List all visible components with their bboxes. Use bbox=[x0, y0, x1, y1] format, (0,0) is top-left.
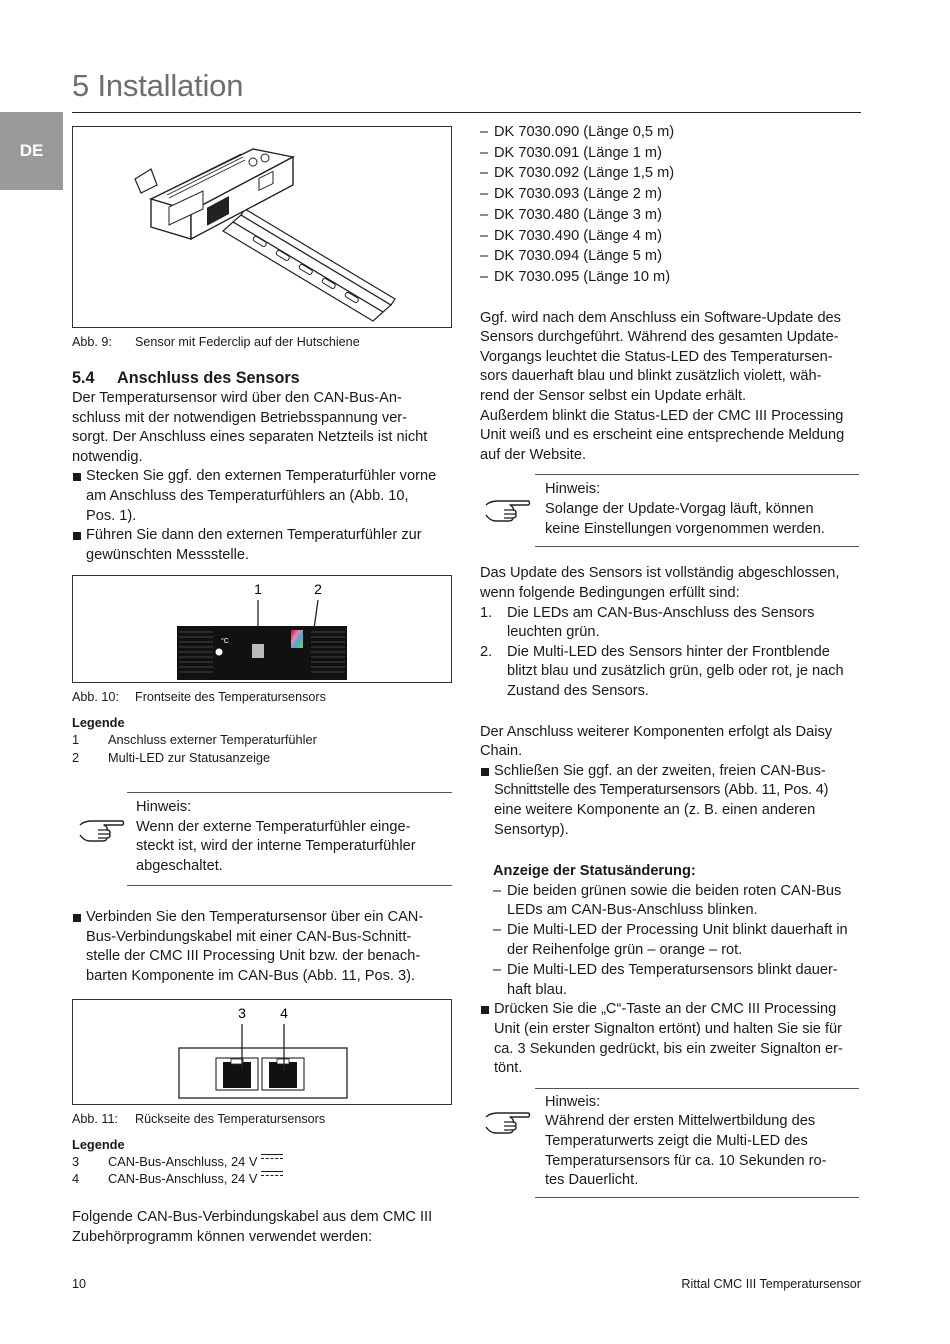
note-body bbox=[545, 480, 859, 539]
text-line: Die Multi-LED des Temperatursensors blinkt dauer- bbox=[507, 961, 838, 978]
text-line: Sensortyp). bbox=[494, 821, 569, 838]
text-line: Temperatursensors für ca. 10 Sekunden ro- bbox=[545, 1152, 827, 1169]
bullet-item bbox=[480, 762, 861, 840]
note-bottom-rule bbox=[127, 885, 452, 886]
cable-list bbox=[480, 122, 861, 288]
section-intro bbox=[72, 389, 452, 467]
cable-item: DK 7030.091 (Länge 1 m) bbox=[494, 144, 662, 161]
status-heading: Anzeige der Statusänderung: bbox=[493, 863, 696, 880]
text-line: keine Einstellungen vorgenommen werden. bbox=[545, 520, 825, 537]
list-item bbox=[480, 604, 861, 643]
list-number: 2. bbox=[480, 643, 493, 660]
left-column bbox=[72, 126, 452, 1248]
bullet-square-icon bbox=[72, 526, 86, 565]
list-item bbox=[480, 643, 861, 702]
cable-item: DK 7030.480 (Länge 3 m) bbox=[494, 206, 662, 223]
cable-item: DK 7030.490 (Länge 4 m) bbox=[494, 227, 662, 244]
text-line: Führen Sie dann den externen Temperaturfühler zur bbox=[86, 527, 422, 544]
text-line: leuchten grün. bbox=[507, 624, 600, 641]
text-line: der Reihenfolge grün – orange – rot. bbox=[507, 942, 743, 959]
text-line: Drücken Sie die „C“-Taste an der CMC III Processing bbox=[494, 1001, 837, 1018]
figure-11-caption bbox=[72, 1111, 452, 1127]
text-line: barten Komponente im CAN-Bus (Abb. 11, Pos. 3). bbox=[86, 967, 416, 984]
text-line: Zustand des Sensors. bbox=[507, 682, 649, 699]
update-complete-paragraph bbox=[480, 564, 861, 603]
text-line: notwendig. bbox=[72, 448, 143, 465]
text-line: Die Multi-LED des Sensors hinter der Frontblende bbox=[507, 643, 830, 660]
status-list bbox=[480, 882, 861, 1001]
text-line: tes Dauerlicht. bbox=[545, 1172, 639, 1189]
list-item: – DK 7030.480 (Länge 3 m) bbox=[480, 205, 861, 226]
bullet-square-icon bbox=[72, 467, 86, 526]
text-line: Wenn der externe Temperaturfühler einge- bbox=[136, 818, 411, 835]
text-line: steckt ist, wird der interne Temperaturfühler bbox=[136, 838, 416, 855]
dc-voltage-icon bbox=[261, 1153, 283, 1161]
cable-item: DK 7030.094 (Länge 5 m) bbox=[494, 248, 662, 265]
text-line: Schnittstelle des Temperatursensors (Abb. 11, Pos. 4) bbox=[494, 782, 829, 799]
section-heading bbox=[72, 369, 452, 388]
text-line: ca. 3 Sekunden gedrückt, bis ein zweiter Signalton er- bbox=[494, 1040, 843, 1057]
text-line: sorgt. Der Anschluss eines separaten Netzteils ist nicht bbox=[72, 429, 428, 446]
text-line: stelle der CMC III Processing Unit bzw. der benach- bbox=[86, 948, 421, 965]
legend-text: Anschluss externer Temperaturfühler bbox=[108, 732, 317, 748]
legend-row bbox=[72, 731, 452, 748]
bullet-item bbox=[72, 526, 452, 565]
document-title: Rittal CMC III Temperatursensor bbox=[681, 1277, 861, 1291]
text-line: haft blau. bbox=[507, 981, 568, 998]
legend-text: Multi-LED zur Statusanzeige bbox=[108, 749, 271, 765]
text-line: Sensors durchgeführt. Während des gesamten Update- bbox=[480, 329, 839, 346]
note-1 bbox=[72, 792, 452, 896]
text-line: Stecken Sie ggf. den externen Temperaturfühler vorne bbox=[86, 468, 437, 485]
text-line: eine weitere Komponente an (z. B. einen anderen bbox=[494, 801, 816, 818]
legend-number: 4 bbox=[72, 1170, 80, 1186]
page-number: 10 bbox=[72, 1277, 87, 1291]
figure-9-box bbox=[72, 126, 452, 328]
update-paragraph bbox=[480, 309, 861, 466]
figure-11-number: Abb. 11: bbox=[72, 1111, 118, 1126]
text-line: Die beiden grünen sowie die beiden roten CAN-Bus bbox=[507, 882, 842, 899]
sensor-on-din-rail-illustration bbox=[73, 127, 451, 327]
section-title: Anschluss des Sensors bbox=[117, 369, 300, 387]
sensor-front-illustration bbox=[73, 576, 451, 682]
text-line: auf der Website. bbox=[480, 446, 586, 463]
list-item: – DK 7030.094 (Länge 5 m) bbox=[480, 246, 861, 267]
chapter-title: 5 Installation bbox=[72, 68, 244, 103]
list-number: 1. bbox=[480, 604, 493, 621]
text-line: Bus-Verbindungskabel mit einer CAN-Bus-Schnitt- bbox=[86, 928, 412, 945]
note-label: Hinweis: bbox=[545, 1093, 601, 1110]
text-line: Chain. bbox=[480, 743, 523, 760]
bullet-square-icon bbox=[480, 1000, 494, 1078]
note-bottom-rule bbox=[535, 546, 859, 547]
figure-11-caption-text: Rückseite des Temperatursensors bbox=[135, 1111, 326, 1126]
cables-intro bbox=[72, 1208, 452, 1247]
text-line: tönt. bbox=[494, 1060, 523, 1077]
list-item: – DK 7030.091 (Länge 1 m) bbox=[480, 143, 861, 164]
dc-voltage-icon bbox=[261, 1170, 283, 1178]
connector-icon bbox=[252, 644, 264, 658]
text-line: Während der ersten Mittelwertbildung des bbox=[545, 1113, 816, 1130]
text-line: wenn folgende Bedingungen erfüllt sind: bbox=[480, 584, 740, 601]
legend-text: CAN-Bus-Anschluss, 24 V bbox=[108, 1170, 258, 1186]
cable-item: DK 7030.093 (Länge 2 m) bbox=[494, 186, 662, 203]
note-top-rule bbox=[535, 474, 859, 475]
text-line: Das Update des Sensors ist vollständig abgeschlossen, bbox=[480, 565, 840, 582]
list-item: – DK 7030.490 (Länge 4 m) bbox=[480, 226, 861, 247]
text-line: Der Anschluss weiterer Komponenten erfolgt als Daisy bbox=[480, 723, 833, 740]
list-item: – DK 7030.095 (Länge 10 m) bbox=[480, 267, 861, 288]
probe-socket-icon bbox=[216, 649, 223, 656]
figure-10-box bbox=[72, 575, 452, 683]
unit-symbol: °C bbox=[221, 638, 229, 646]
note-top-rule bbox=[535, 1088, 859, 1089]
text-line: Zubehörprogramm können verwendet werden: bbox=[72, 1228, 373, 1245]
text-line: Solange der Update-Vorgag läuft, können bbox=[545, 500, 814, 517]
bullet-item bbox=[480, 1000, 861, 1078]
text-line: Die Multi-LED der Processing Unit blinkt dauerhaft in bbox=[507, 922, 848, 939]
list-item: – DK 7030.090 (Länge 0,5 m) bbox=[480, 122, 861, 143]
header-rule bbox=[72, 112, 861, 113]
list-item: – DK 7030.093 (Länge 2 m) bbox=[480, 184, 861, 205]
text-line: Temperaturwerts zeigt die Multi-LED des bbox=[545, 1133, 808, 1150]
text-line: Unit (ein erster Signalton ertönt) und halten Sie sie für bbox=[494, 1021, 843, 1038]
bullet-item bbox=[72, 908, 452, 986]
list-item: – Die beiden grünen sowie die beiden roten CAN-Bus LEDs am CAN-Bus-Anschluss blinken. bbox=[493, 882, 861, 922]
section-number: 5.4 bbox=[72, 369, 95, 387]
note-body bbox=[545, 1093, 859, 1191]
text-line: Vorgangs leuchtet die Status-LED des Temperatursen- bbox=[480, 348, 833, 365]
cable-item: DK 7030.090 (Länge 0,5 m) bbox=[494, 124, 675, 140]
multi-led-icon bbox=[291, 630, 303, 648]
right-column bbox=[480, 122, 861, 1200]
legend-title: Legende bbox=[72, 1136, 125, 1152]
list-item: – DK 7030.092 (Länge 1,5 m) bbox=[480, 163, 861, 184]
cable-item: DK 7030.092 (Länge 1,5 m) bbox=[494, 165, 675, 182]
figure-9-number: Abb. 9: bbox=[72, 335, 112, 349]
callout-4: 4 bbox=[280, 1004, 288, 1021]
text-line: sors dauerhaft blau und blinkt zusätzlich violett, wäh- bbox=[480, 368, 822, 385]
text-line: Schließen Sie ggf. an der zweiten, freien CAN-Bus- bbox=[494, 762, 826, 779]
figure-10-number: Abb. 10: bbox=[72, 690, 119, 705]
text-line: abgeschaltet. bbox=[136, 857, 223, 874]
figure-9-caption-text: Sensor mit Federclip auf der Hutschiene bbox=[135, 335, 360, 349]
text-line: Folgende CAN-Bus-Verbindungskabel aus dem CMC III bbox=[72, 1209, 433, 1226]
note-top-rule bbox=[127, 792, 452, 793]
sensor-rear-illustration bbox=[73, 1000, 451, 1104]
text-line: LEDs am CAN-Bus-Anschluss blinken. bbox=[507, 902, 758, 919]
legend-number: 2 bbox=[72, 749, 80, 765]
pointing-hand-icon bbox=[78, 816, 126, 842]
language-tab: DE bbox=[0, 112, 63, 190]
note-bottom-rule bbox=[535, 1197, 859, 1198]
note-2 bbox=[480, 474, 861, 558]
legend-row bbox=[72, 1170, 452, 1187]
text-line: Unit weiß und es erscheint eine entsprechende Meldung bbox=[480, 427, 845, 444]
bullet-item bbox=[72, 467, 452, 526]
list-item: – Die Multi-LED des Temperatursensors blinkt dauer- haft blau. bbox=[493, 961, 861, 1001]
text-line: schluss mit der notwendigen Betriebsspannung ver- bbox=[72, 409, 408, 426]
note-label: Hinweis: bbox=[136, 799, 192, 816]
legend-number: 1 bbox=[72, 732, 80, 748]
can-bus-port-4-icon bbox=[262, 1058, 304, 1090]
callout-2: 2 bbox=[314, 581, 322, 598]
note-label: Hinweis: bbox=[545, 481, 601, 498]
can-bus-port-3-icon bbox=[216, 1058, 258, 1090]
text-line: gewünschten Messstelle. bbox=[86, 546, 250, 563]
text-line: blitzt blau und zusätzlich grün, gelb oder rot, je nach bbox=[507, 663, 844, 680]
legend-title: Legende bbox=[72, 715, 125, 731]
figure-10-caption bbox=[72, 689, 452, 705]
text-line: Verbinden Sie den Temperatursensor über ein CAN- bbox=[86, 909, 424, 926]
bullet-square-icon bbox=[480, 762, 494, 840]
text-line: am Anschluss des Temperaturfühlers an (Abb. 10, bbox=[86, 487, 409, 504]
bullet-square-icon bbox=[72, 908, 86, 986]
callout-3: 3 bbox=[238, 1004, 246, 1021]
note-3 bbox=[480, 1088, 861, 1200]
legend-row bbox=[72, 749, 452, 766]
figure-10-caption-text: Frontseite des Temperatursensors bbox=[135, 690, 326, 705]
text-line: Pos. 1). bbox=[86, 507, 137, 524]
note-body bbox=[136, 798, 452, 876]
text-line: Der Temperatursensor wird über den CAN-Bus-An- bbox=[72, 390, 402, 406]
text-line: Außerdem blinkt die Status-LED der CMC III Processing bbox=[480, 407, 844, 424]
text-line: Ggf. wird nach dem Anschluss ein Software-Update des bbox=[480, 309, 841, 326]
pointing-hand-icon bbox=[484, 1108, 532, 1134]
text-line: rend der Sensor selbst ein Update erhält. bbox=[480, 388, 747, 404]
figure-11-box bbox=[72, 999, 452, 1105]
cable-item: DK 7030.095 (Länge 10 m) bbox=[494, 268, 671, 285]
text-line: Die LEDs am CAN-Bus-Anschluss des Sensors bbox=[507, 604, 815, 621]
daisy-chain-paragraph bbox=[480, 723, 861, 762]
list-item: – Die Multi-LED der Processing Unit blinkt dauerhaft in der Reihenfolge grün – orange – rot. bbox=[493, 921, 861, 961]
legend-number: 3 bbox=[72, 1153, 80, 1169]
pointing-hand-icon bbox=[484, 496, 532, 522]
figure-9-caption bbox=[72, 334, 452, 350]
legend-row bbox=[72, 1153, 452, 1170]
callout-1: 1 bbox=[254, 581, 262, 598]
legend-text: CAN-Bus-Anschluss, 24 V bbox=[108, 1153, 258, 1169]
